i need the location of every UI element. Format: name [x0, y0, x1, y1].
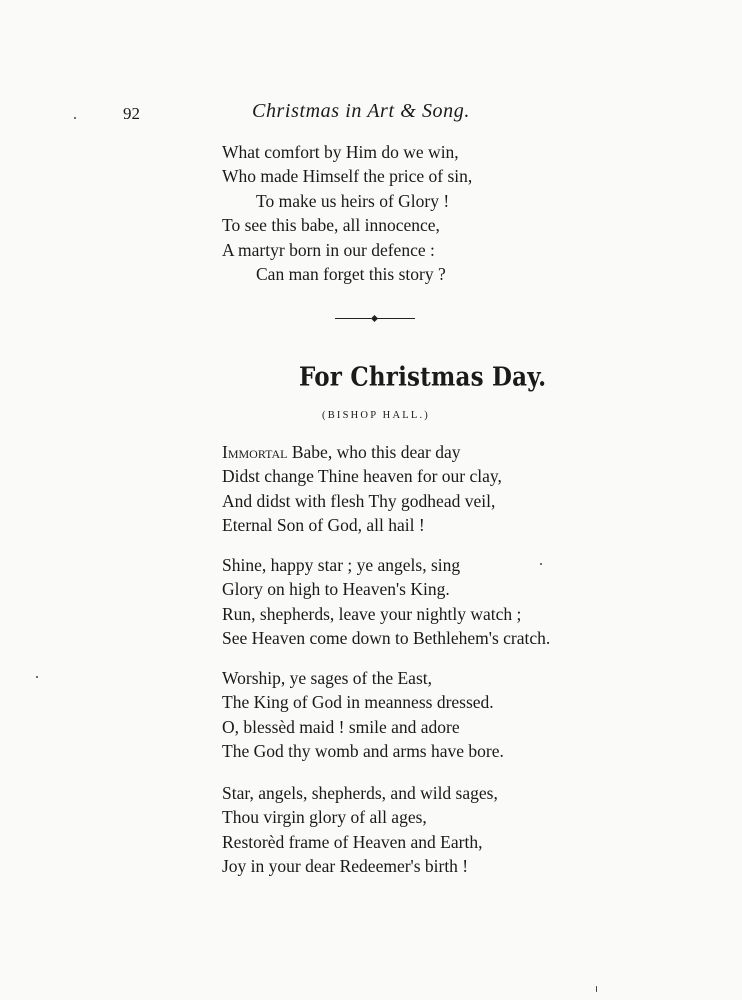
poem-line: Didst change Thine heaven for our clay, [222, 466, 502, 487]
poem-line: O, blessèd maid ! smile and adore [222, 716, 460, 737]
poem-line: Run, shepherds, leave your nightly watch ; [222, 603, 522, 624]
drop-word-small-caps: Immortal [222, 442, 288, 462]
running-title: Christmas in Art & Song. [252, 100, 470, 122]
poem-line: To see this babe, all innocence, [222, 215, 440, 236]
section-divider-ornament [335, 312, 415, 326]
paper-speck [540, 563, 542, 565]
poem-line [222, 440, 502, 464]
poem-line: Restorèd frame of Heaven and Earth, [222, 831, 483, 852]
poem-stanza-3 [222, 666, 504, 764]
poem-line: The God thy womb and arms have bore. [222, 741, 504, 762]
poem-line: To make us heirs of Glory ! [256, 190, 450, 211]
poem-title: For Christmas Day. [299, 362, 547, 393]
paper-speck [74, 117, 76, 119]
divider-rule-right [377, 318, 415, 319]
poem-line: Glory on high to Heaven's King. [222, 579, 450, 600]
poem-line: Thou virgin glory of all ages, [222, 807, 427, 828]
previous-poem-stanza [222, 140, 472, 286]
poem-line: And didst with flesh Thy godhead veil, [222, 490, 496, 511]
poem-line: A martyr born in our defence : [222, 239, 435, 260]
poem-line: Star, angels, shepherds, and wild sages, [222, 783, 498, 803]
poem-stanza-2 [222, 553, 550, 651]
poem-line: Can man forget this story ? [256, 264, 446, 285]
poem-stanza-1 [222, 440, 502, 538]
poem-line: Eternal Son of God, all hail ! [222, 515, 425, 536]
poem-attribution: (BISHOP HALL.) [322, 410, 430, 421]
paper-speck [36, 676, 38, 678]
page-number: 92 [123, 104, 140, 123]
poem-line: Worship, ye sages of the East, [222, 668, 432, 688]
divider-rule-left [335, 318, 371, 319]
paper-speck [596, 986, 597, 992]
poem-line: Joy in your dear Redeemer's birth ! [222, 856, 469, 877]
poem-line: Shine, happy star ; ye angels, sing [222, 555, 461, 575]
poem-stanza-4 [222, 781, 498, 879]
poem-line-rest: Babe, who this dear day [287, 442, 461, 462]
poem-line: Who made Himself the price of sin, [222, 166, 473, 187]
poem-line: What comfort by Him do we win, [222, 142, 459, 162]
poem-line: The King of God in meanness dressed. [222, 692, 494, 713]
poem-line: See Heaven come down to Bethlehem's cratch. [222, 628, 551, 649]
